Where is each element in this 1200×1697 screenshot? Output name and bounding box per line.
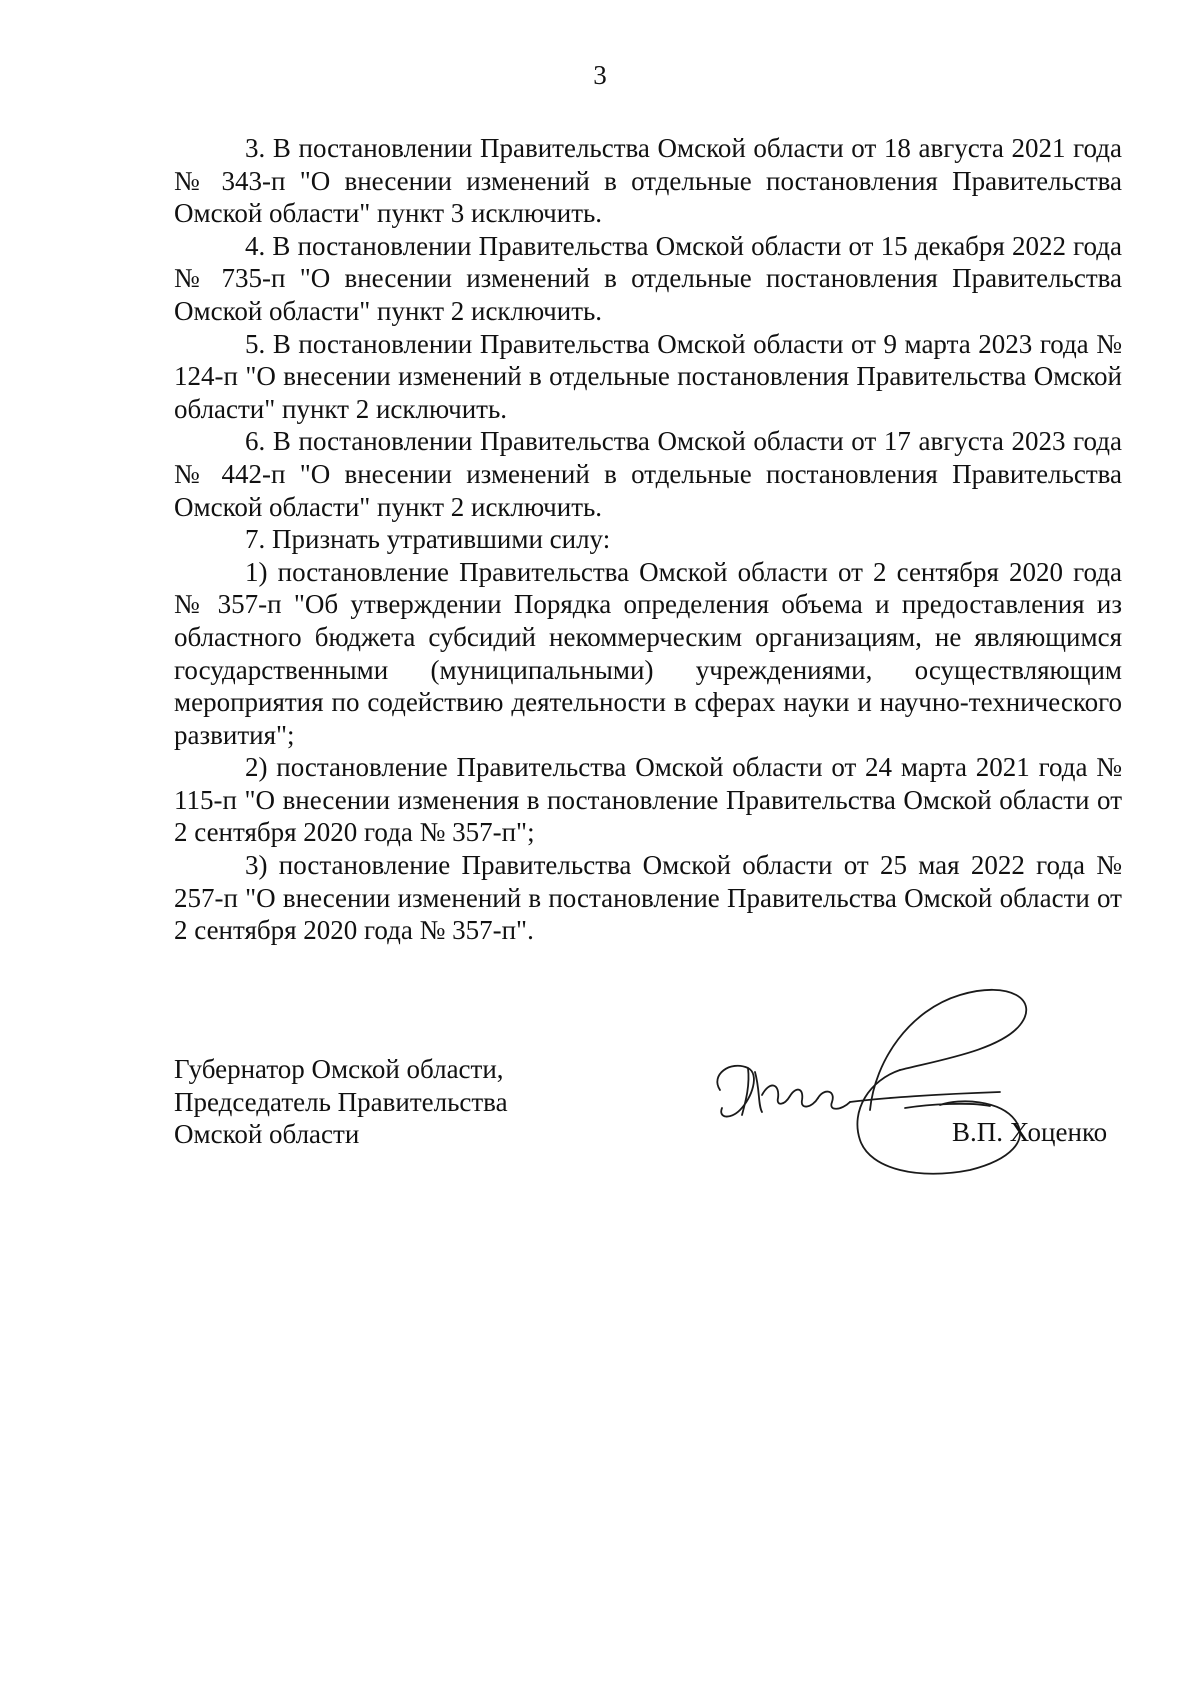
paragraph-item-5: 5. В постановлении Правительства Омской области от 9 марта 2023 года № 124-п "О внесении изменений в отдельные постановления Правительства Омской области" пункт 2 исключить.	[174, 328, 1122, 424]
subparagraph-1: 1) постановление Правительства Омской области от 2 сентября 2020 года № 357-п "Об утверждении Порядка определения объема и предоставления из областного бюджета субсидий некоммерческим организациям, не являющимся государственными (муниципальными) учреждениями, осуществляющим мероприятия по содействию деятельности в сферах науки и научно-технического развития";	[174, 556, 1122, 750]
page-number: 3	[593, 60, 607, 90]
signatory-title-line: Омской области	[174, 1119, 360, 1150]
signatory-title-line: Губернатор Омской области,	[174, 1054, 504, 1084]
paragraph-item-4: 4. В постановлении Правительства Омской области от 15 декабря 2022 года № 735-п "О внесении изменений в отдельные постановления Правительства Омской области" пункт 2 исключить.	[174, 230, 1122, 326]
paragraph-item-6: 6. В постановлении Правительства Омской области от 17 августа 2023 года № 442-п "О внесении изменений в отдельные постановления Правительства Омской области" пункт 2 исключить.	[174, 426, 1122, 522]
subparagraph-2: 2) постановление Правительства Омской области от 24 марта 2021 года № 115-п "О внесении изменения в постановление Правительства Омской области от 2 сентября 2020 года № 357-п";	[174, 752, 1122, 848]
signatory-title	[174, 1053, 508, 1151]
document-body	[174, 132, 1122, 947]
signatory-title-line: Председатель Правительства	[174, 1086, 508, 1117]
signer-name: В.П. Хоценко	[952, 1117, 1108, 1147]
handwritten-signature	[700, 980, 1100, 1200]
paragraph-item-7: 7. Признать утратившими силу:	[245, 524, 611, 555]
paragraph-item-3: 3. В постановлении Правительства Омской области от 18 августа 2021 года № 343-п "О внесении изменений в отдельные постановления Правительства Омской области" пункт 3 исключить.	[174, 133, 1122, 229]
subparagraph-3: 3) постановление Правительства Омской области от 25 мая 2022 года № 257-п "О внесении изменений в постановление Правительства Омской области от 2 сентября 2020 года № 357-п".	[174, 850, 1122, 946]
